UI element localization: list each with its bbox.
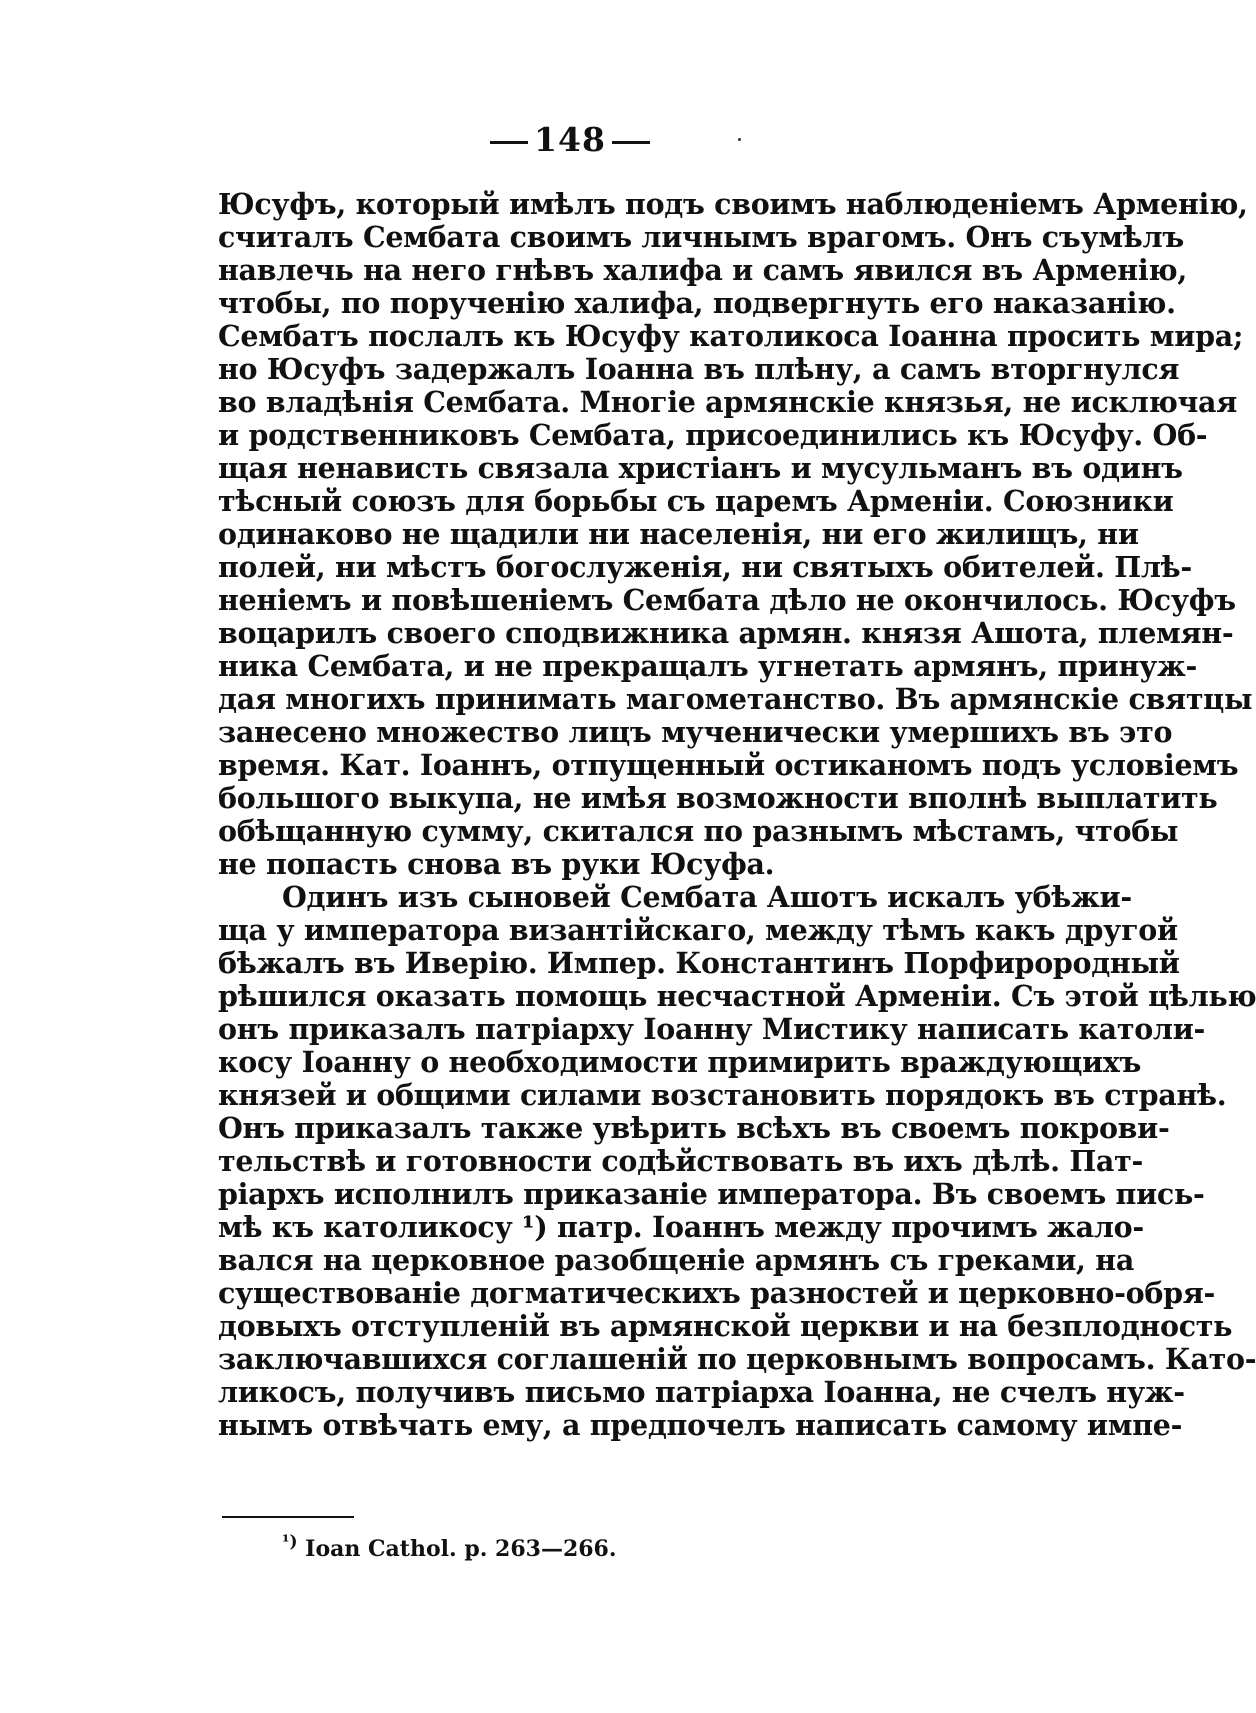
text-line: бѣжалъ въ Иверію. Импер. Константинъ Порфирородный — [218, 946, 1180, 980]
text-line: онъ приказалъ патріарху Іоанну Мистику написать католи- — [218, 1012, 1206, 1046]
text-line: щая ненависть связала христіанъ и мусульманъ въ одинъ — [218, 451, 1183, 485]
text-line: нымъ отвѣчать ему, а предпочелъ написать самому импе- — [218, 1408, 1183, 1442]
text-line: одинаково не щадили ни населенія, ни его жилищъ, ни — [218, 517, 1139, 551]
left-dash — [490, 141, 528, 144]
footnote-text: Ioan Cathol. p. 263—266. — [305, 1536, 617, 1562]
text-line: тельствѣ и готовности содѣйствовать въ ихъ дѣлѣ. Пат- — [218, 1144, 1143, 1178]
text-line: ликосъ, получивъ письмо патріарха Іоанна, не счелъ нуж- — [218, 1375, 1185, 1409]
text-line: мѣ къ католикосу ¹) патр. Іоаннъ между прочимъ жало- — [218, 1210, 1144, 1244]
text-line: Одинъ изъ сыновей Сембата Ашотъ искалъ убѣжи- — [282, 880, 1132, 914]
text-line: ріархъ исполнилъ приказаніе императора. Въ своемъ пись- — [218, 1177, 1205, 1211]
footnote — [282, 1532, 617, 1562]
text-line: ща у императора византійскаго, между тѣмъ какъ другой — [218, 913, 1178, 947]
text-line: большого выкупа, не имѣя возможности вполнѣ выплатить — [218, 781, 1218, 815]
text-line: ника Сембата, и не прекращалъ угнетать армянъ, принуж- — [218, 649, 1198, 683]
text-line: князей и общими силами возстановить порядокъ въ странѣ. — [218, 1078, 1227, 1112]
text-line: вался на церковное разобщеніе армянъ съ греками, на — [218, 1243, 1135, 1277]
text-line: Онъ приказалъ также увѣрить всѣхъ въ своемъ покрови- — [218, 1111, 1170, 1145]
text-line: во владѣнія Сембата. Многіе армянскіе князья, не исключая — [218, 385, 1237, 419]
text-line: неніемъ и повѣшеніемъ Сембата дѣло не окончилось. Юсуфъ — [218, 583, 1236, 617]
text-line: тѣсный союзъ для борьбы съ царемъ Арменіи. Союзники — [218, 484, 1174, 518]
text-line: воцарилъ своего сподвижника армян. князя Ашота, племян- — [218, 616, 1234, 650]
text-line: и родственниковъ Сембата, присоединились къ Юсуфу. Об- — [218, 418, 1208, 452]
text-line: рѣшился оказать помощь несчастной Арменіи. Съ этой цѣлью — [218, 979, 1256, 1013]
text-line: Юсуфъ, который имѣлъ подъ своимъ наблюденіемъ Арменію, — [218, 187, 1248, 221]
paragraph — [218, 187, 1253, 881]
text-line: заключавшихся соглашеній по церковнымъ вопросамъ. Като- — [218, 1342, 1256, 1376]
text-line: дая многихъ принимать магометанство. Въ армянскіе святцы — [218, 682, 1253, 716]
text-line: но Юсуфъ задержалъ Іоанна въ плѣну, а самъ вторгнулся — [218, 352, 1180, 386]
text-line: не попасть снова въ руки Юсуфа. — [218, 847, 775, 881]
footnote-marker: ¹) — [282, 1532, 298, 1552]
text-line: занесено множество лицъ мученически умершихъ въ это — [218, 715, 1173, 749]
text-line: существованіе догматическихъ разностей и церковно-обря- — [218, 1276, 1215, 1310]
text-line: обѣщанную сумму, скитался по разнымъ мѣстамъ, чтобы — [218, 814, 1179, 848]
text-line: полей, ни мѣстъ богослуженія, ни святыхъ обителей. Плѣ- — [218, 550, 1192, 584]
text-line: довыхъ отступленій въ армянской церкви и на безплодность — [218, 1309, 1233, 1343]
right-dash — [612, 141, 650, 144]
text-line: навлечь на него гнѣвъ халифа и самъ явился въ Арменію, — [218, 253, 1187, 287]
text-line: считалъ Сембата своимъ личнымъ врагомъ. Онъ съумѣлъ — [218, 220, 1184, 254]
text-line: время. Кат. Іоаннъ, отпущенный остиканомъ подъ условіемъ — [218, 748, 1239, 782]
text-line: чтобы, по порученію халифа, подвергнуть его наказанію. — [218, 286, 1176, 320]
body-text — [218, 187, 1256, 1442]
page-number: 148 — [534, 120, 606, 159]
paragraph — [218, 880, 1256, 1442]
text-line: Сембатъ послалъ къ Юсуфу католикоса Іоанна просить мира; — [218, 319, 1244, 353]
text-line: косу Іоанну о необходимости примирить враждующихъ — [218, 1045, 1142, 1079]
footnote-rule — [222, 1516, 354, 1518]
page-number-header — [0, 120, 1140, 159]
